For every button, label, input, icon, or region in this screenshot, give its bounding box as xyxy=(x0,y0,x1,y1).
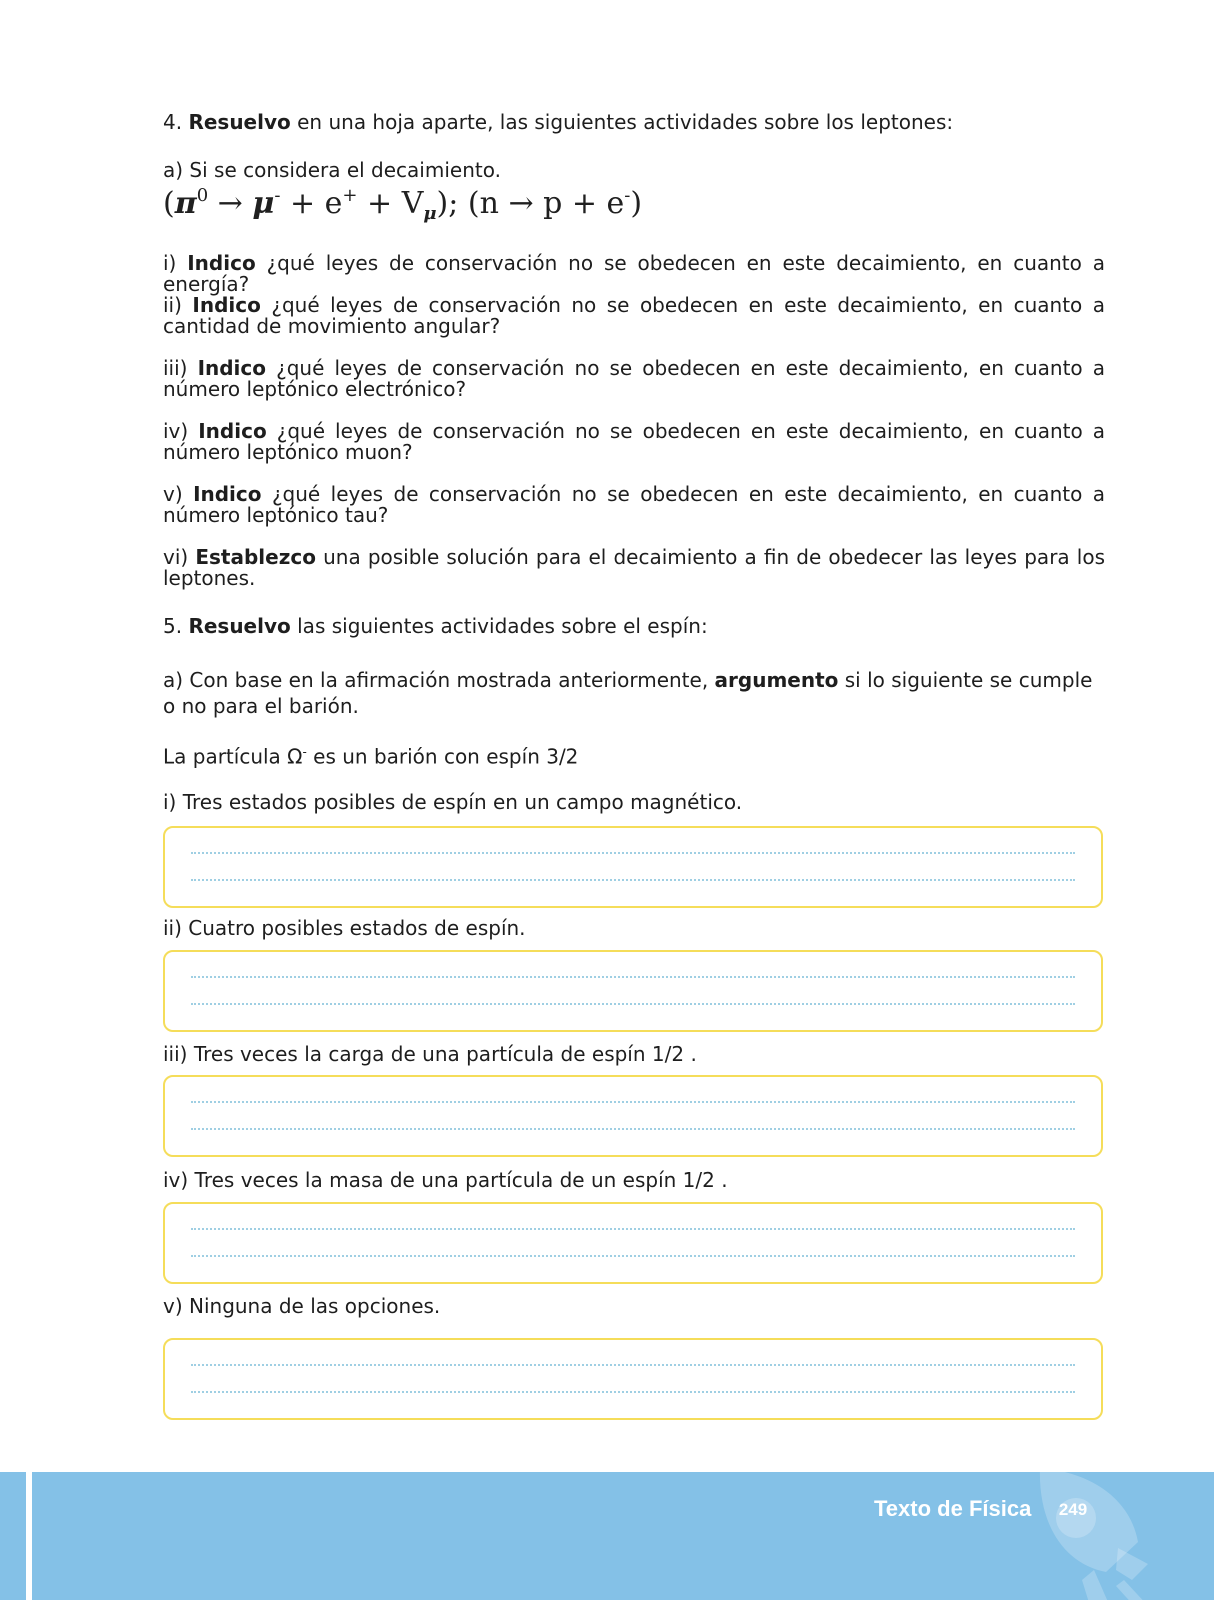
option-iv: iv) Tres veces la masa de una partícula de un espín 1/2 . xyxy=(163,1168,728,1192)
answer-line xyxy=(191,1128,1075,1130)
option-i: i) Tres estados posibles de espín en un campo magnético. xyxy=(163,790,743,814)
answer-line xyxy=(191,1255,1075,1257)
page-number: 249 xyxy=(1058,1500,1088,1519)
question-verb: Resuelvo xyxy=(188,110,291,134)
question-text: las siguientes actividades sobre el espín: xyxy=(297,614,708,638)
answer-box-iv[interactable] xyxy=(163,1202,1103,1284)
question-4a: a) Si se considera el decaimiento. xyxy=(163,158,501,182)
question-4a-i: i) Indico ¿qué leyes de conservación no se obedecen en este decaimiento, en cuanto a energía? xyxy=(163,251,1106,296)
answer-box-ii[interactable] xyxy=(163,950,1103,1032)
answer-line xyxy=(191,1364,1075,1366)
answer-line xyxy=(191,1003,1075,1005)
answer-line xyxy=(191,976,1075,978)
question-5a: a) Con base en la afirmación mostrada anteriormente, argumento si lo siguiente se cumple o no para el barión. xyxy=(163,668,1093,718)
question-number: 5. xyxy=(163,614,183,638)
option-iii: iii) Tres veces la carga de una partícula de espín 1/2 . xyxy=(163,1042,697,1066)
option-v: v) Ninguna de las opciones. xyxy=(163,1294,441,1318)
rocket-icon xyxy=(1020,1472,1170,1600)
question-number: 4. xyxy=(163,110,183,134)
page-footer xyxy=(0,1472,1214,1600)
question-text: en una hoja aparte, las siguientes actividades sobre los leptones: xyxy=(297,110,954,134)
book-title: Texto de Física xyxy=(874,1496,1032,1521)
decay-formula: $(\pi^0 \to \mu^- + e^+ + V_\mu)$; (n → p + e-) xyxy=(163,185,643,224)
answer-line xyxy=(191,1101,1075,1103)
answer-box-v[interactable] xyxy=(163,1338,1103,1420)
question-verb: Resuelvo xyxy=(188,614,291,638)
answer-box-iii[interactable] xyxy=(163,1075,1103,1157)
answer-line xyxy=(191,879,1075,881)
question-4a-iv: iv) Indico ¿qué leyes de conservación no se obedecen en este decaimiento, en cuanto a número leptónico muon? xyxy=(163,419,1106,464)
answer-line xyxy=(191,1228,1075,1230)
footer-stripe xyxy=(26,1472,32,1600)
particle-statement: La partícula Ω- es un barión con espín 3/2 xyxy=(163,744,579,769)
answer-line xyxy=(191,852,1075,854)
question-4-heading xyxy=(163,112,1105,133)
question-5-heading xyxy=(163,616,1105,637)
option-ii: ii) Cuatro posibles estados de espín. xyxy=(163,916,526,940)
question-4a-ii: ii) Indico ¿qué leyes de conservación no se obedecen en este decaimiento, en cuanto a cantidad de movimiento angular? xyxy=(163,293,1106,338)
question-4a-vi: vi) Establezco una posible solución para el decaimiento a fin de obedecer las leyes para los leptones. xyxy=(163,545,1106,590)
question-4a-v: v) Indico ¿qué leyes de conservación no se obedecen en este decaimiento, en cuanto a número leptónico tau? xyxy=(163,482,1105,527)
answer-box-i[interactable] xyxy=(163,826,1103,908)
answer-line xyxy=(191,1391,1075,1393)
question-4a-iii: iii) Indico ¿qué leyes de conservación no se obedecen en este decaimiento, en cuanto a número leptónico electrónico? xyxy=(163,356,1106,401)
